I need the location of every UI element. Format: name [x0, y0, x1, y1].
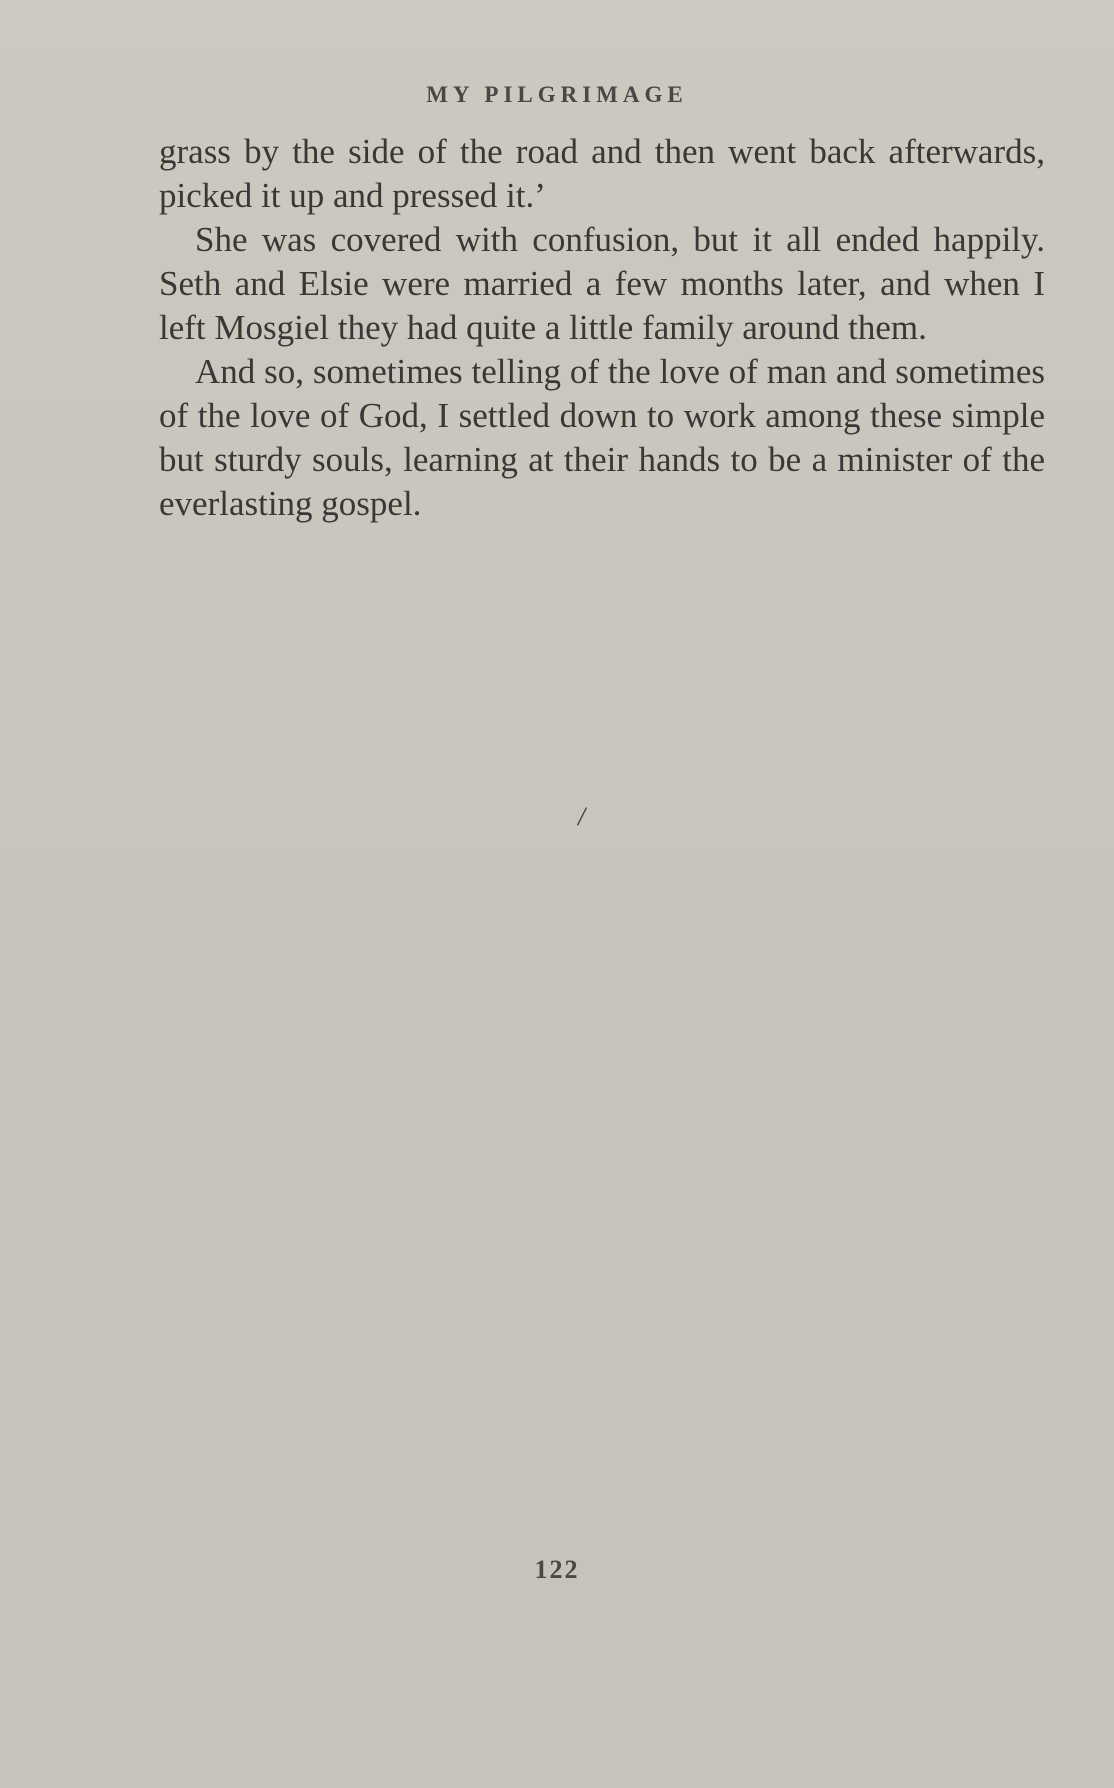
running-head: MY PILGRIMAGE: [426, 82, 688, 107]
body-text: [159, 130, 1045, 526]
stray-ink-mark: /: [578, 802, 586, 831]
paragraph-continuation: grass by the side of the road and then went back afterwards, picked it up and pressed it.’: [159, 132, 1045, 215]
page-number: 122: [534, 1555, 580, 1584]
paragraph: And so, sometimes telling of the love of man and sometimes of the love of God, I settled down to work among these simple but sturdy souls, learning at their hands to be a minister of the everlasting gospel.: [159, 352, 1045, 523]
paragraph: She was covered with confusion, but it all ended happily. Seth and Elsie were married a few months later, and when I left Mosgiel they had quite a little family around them.: [159, 220, 1045, 347]
